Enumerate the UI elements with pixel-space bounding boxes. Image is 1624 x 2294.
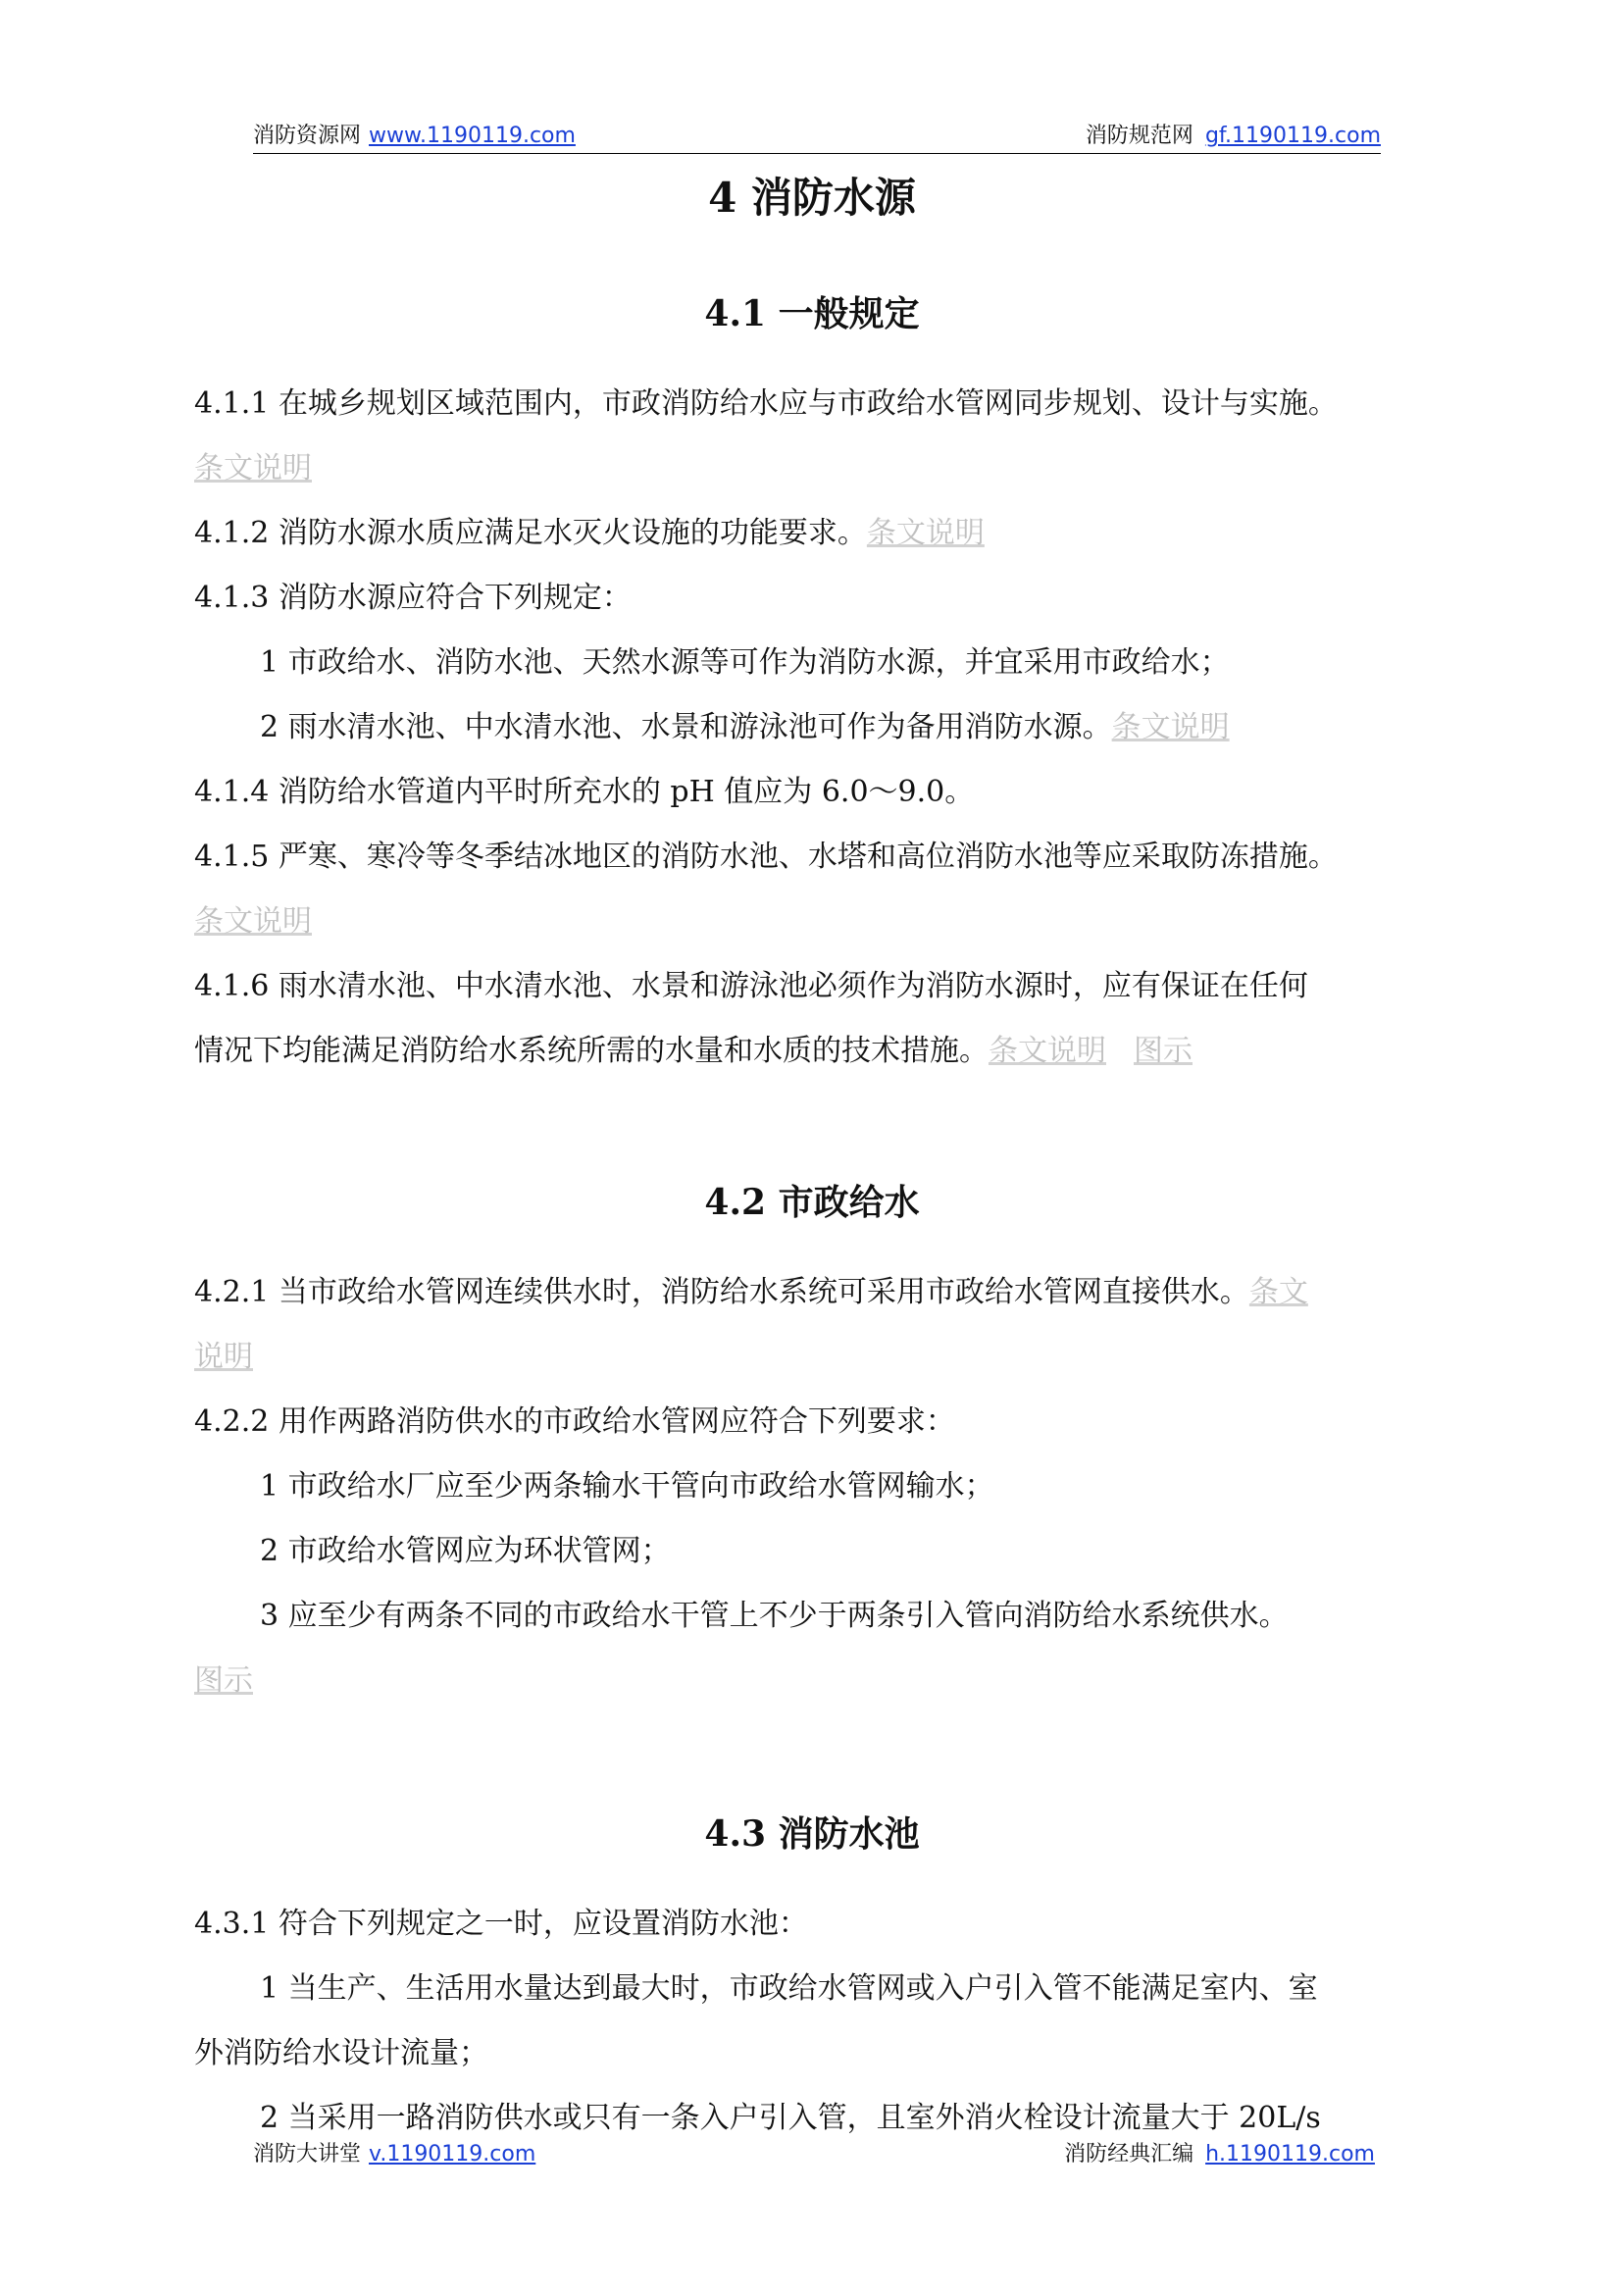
page-header bbox=[253, 120, 1381, 154]
clause-explanation-link-part1[interactable]: 条文 bbox=[1248, 1275, 1308, 1309]
clause-4-1-4: 4.1.4 消防给水管道内平时所充水的 pH 值应为 6.0～9.0。 bbox=[194, 775, 975, 809]
clause-4-1-5: 4.1.5 严寒、寒冷等冬季结冰地区的消防水池、水塔和高位消防水池等应采取防冻措施。 bbox=[194, 840, 1338, 874]
clause-4-2-2-item-2: 2 市政给水管网应为环状管网； bbox=[260, 1534, 671, 1568]
footer-right-site-name: 消防经典汇编 bbox=[1064, 2142, 1194, 2167]
chapter-title: 4 消防水源 bbox=[708, 174, 916, 222]
header-right-site-name: 消防规范网 bbox=[1085, 124, 1193, 148]
footer-left-site-name: 消防大讲堂 bbox=[253, 2142, 362, 2167]
diagram-link[interactable]: 图示 bbox=[194, 1663, 253, 1698]
clause-4-3-1: 4.3.1 符合下列规定之一时，应设置消防水池： bbox=[194, 1907, 808, 1941]
clause-4-1-6-line-2: 情况下均能满足消防给水系统所需的水量和水质的技术措施。 bbox=[194, 1034, 989, 1068]
clause-explanation-link[interactable]: 条文说明 bbox=[1111, 710, 1230, 744]
clause-4-1-3-item-2: 2 雨水清水池、中水清水池、水景和游泳池可作为备用消防水源。 bbox=[260, 710, 1112, 744]
clause-explanation-link[interactable]: 条文说明 bbox=[866, 516, 985, 550]
header-right bbox=[1086, 120, 1381, 153]
clause-4-2-1: 4.2.1 当市政给水管网连续供水时，消防给水系统可采用市政给水管网直接供水。 bbox=[194, 1275, 1249, 1309]
header-left bbox=[253, 120, 576, 153]
clause-4-1-3-item-2-row bbox=[260, 705, 1230, 750]
clause-4-1-3: 4.1.3 消防水源应符合下列规定： bbox=[194, 581, 632, 615]
clause-4-1-5-explanation-row bbox=[194, 899, 312, 944]
clause-4-1-3-item-1: 1 市政给水、消防水池、天然水源等可作为消防水源，并宜采用市政给水； bbox=[260, 645, 1230, 680]
section-title-4-1: 4.1 一般规定 bbox=[704, 293, 920, 334]
clause-4-2-2-item-3: 3 应至少有两条不同的市政给水干管上不少于两条引入管向消防给水系统供水。 bbox=[260, 1599, 1289, 1633]
footer-right-url-link[interactable]: h.1190119.com bbox=[1205, 2142, 1375, 2167]
clause-4-2-2-item-1: 1 市政给水厂应至少两条输水干管向市政给水管网输水； bbox=[260, 1469, 994, 1504]
clause-4-1-2-row bbox=[194, 511, 985, 556]
clause-explanation-link[interactable]: 条文说明 bbox=[989, 1034, 1106, 1068]
header-left-site-name: 消防资源网 bbox=[253, 124, 362, 148]
section-title-4-2: 4.2 市政给水 bbox=[704, 1182, 920, 1223]
footer-right bbox=[1064, 2138, 1375, 2171]
clause-4-1-1-explanation-row bbox=[194, 446, 312, 491]
clause-4-2-1-explanation-row bbox=[194, 1335, 253, 1380]
header-right-url-link[interactable]: gf.1190119.com bbox=[1204, 124, 1381, 148]
diagram-link[interactable]: 图示 bbox=[1134, 1034, 1193, 1068]
clause-4-3-1-item-2-line-1: 2 当采用一路消防供水或只有一条入户引入管，且室外消火栓设计流量大于 20L/s bbox=[260, 2101, 1321, 2135]
clause-4-2-2: 4.2.2 用作两路消防供水的市政给水管网应符合下列要求： bbox=[194, 1404, 955, 1439]
clause-4-3-1-item-1-line-1: 1 当生产、生活用水量达到最大时，市政给水管网或入户引入管不能满足室内、室 bbox=[260, 1971, 1318, 2006]
footer-left bbox=[253, 2138, 535, 2171]
page-footer bbox=[253, 2138, 1381, 2171]
footer-left-url-link[interactable]: v.1190119.com bbox=[369, 2142, 536, 2167]
section-title-4-3: 4.3 消防水池 bbox=[704, 1813, 920, 1855]
clause-4-2-1-row bbox=[194, 1270, 1308, 1315]
clause-explanation-link-part2[interactable]: 说明 bbox=[194, 1340, 253, 1374]
header-left-url-link[interactable]: www.1190119.com bbox=[369, 124, 576, 148]
clause-4-1-1: 4.1.1 在城乡规划区域范围内，市政消防给水应与市政给水管网同步规划、设计与实施。 bbox=[194, 386, 1338, 421]
clause-4-3-1-item-1-line-2: 外消防给水设计流量； bbox=[194, 2036, 488, 2070]
clause-4-1-6-line-2-row bbox=[194, 1029, 1193, 1074]
clause-explanation-link[interactable]: 条文说明 bbox=[194, 904, 312, 939]
clause-4-1-2: 4.1.2 消防水源水质应满足水灭火设施的功能要求。 bbox=[194, 516, 867, 550]
clause-4-1-6-line-1: 4.1.6 雨水清水池、中水清水池、水景和游泳池必须作为消防水源时，应有保证在任何 bbox=[194, 969, 1308, 1003]
clause-explanation-link[interactable]: 条文说明 bbox=[194, 451, 312, 485]
clause-4-2-2-diagram-row bbox=[194, 1658, 253, 1704]
